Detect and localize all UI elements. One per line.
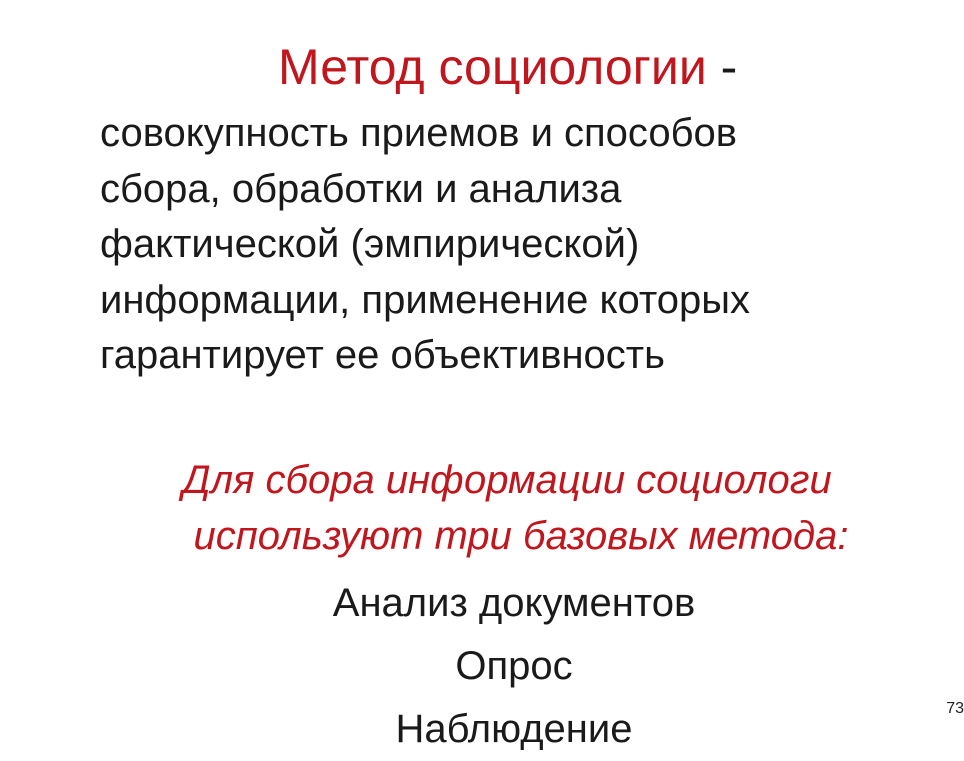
definition-line: гарантирует ее объективность bbox=[100, 333, 665, 377]
method-item: Наблюдение bbox=[395, 707, 633, 751]
intro-line: используют три базовых метода: bbox=[193, 514, 849, 558]
slide-title bbox=[278, 38, 737, 96]
intro-line: Для сбора информации социологи bbox=[182, 458, 832, 502]
definition-line: информации, применение которых bbox=[100, 277, 750, 322]
definition-line: фактической (эмпирической) bbox=[100, 222, 640, 266]
page-number: 73 bbox=[946, 700, 964, 717]
definition-text bbox=[100, 106, 750, 384]
title-term: Метод социологии bbox=[278, 39, 707, 95]
method-item: Анализ документов bbox=[332, 581, 696, 625]
methods-list bbox=[0, 572, 960, 761]
method-item: Опрос bbox=[455, 644, 573, 688]
definition-line: совокупность приемов и способов bbox=[100, 111, 738, 155]
definition-line: сбора, обработки и анализа bbox=[100, 166, 622, 211]
title-dash: - bbox=[706, 39, 738, 95]
